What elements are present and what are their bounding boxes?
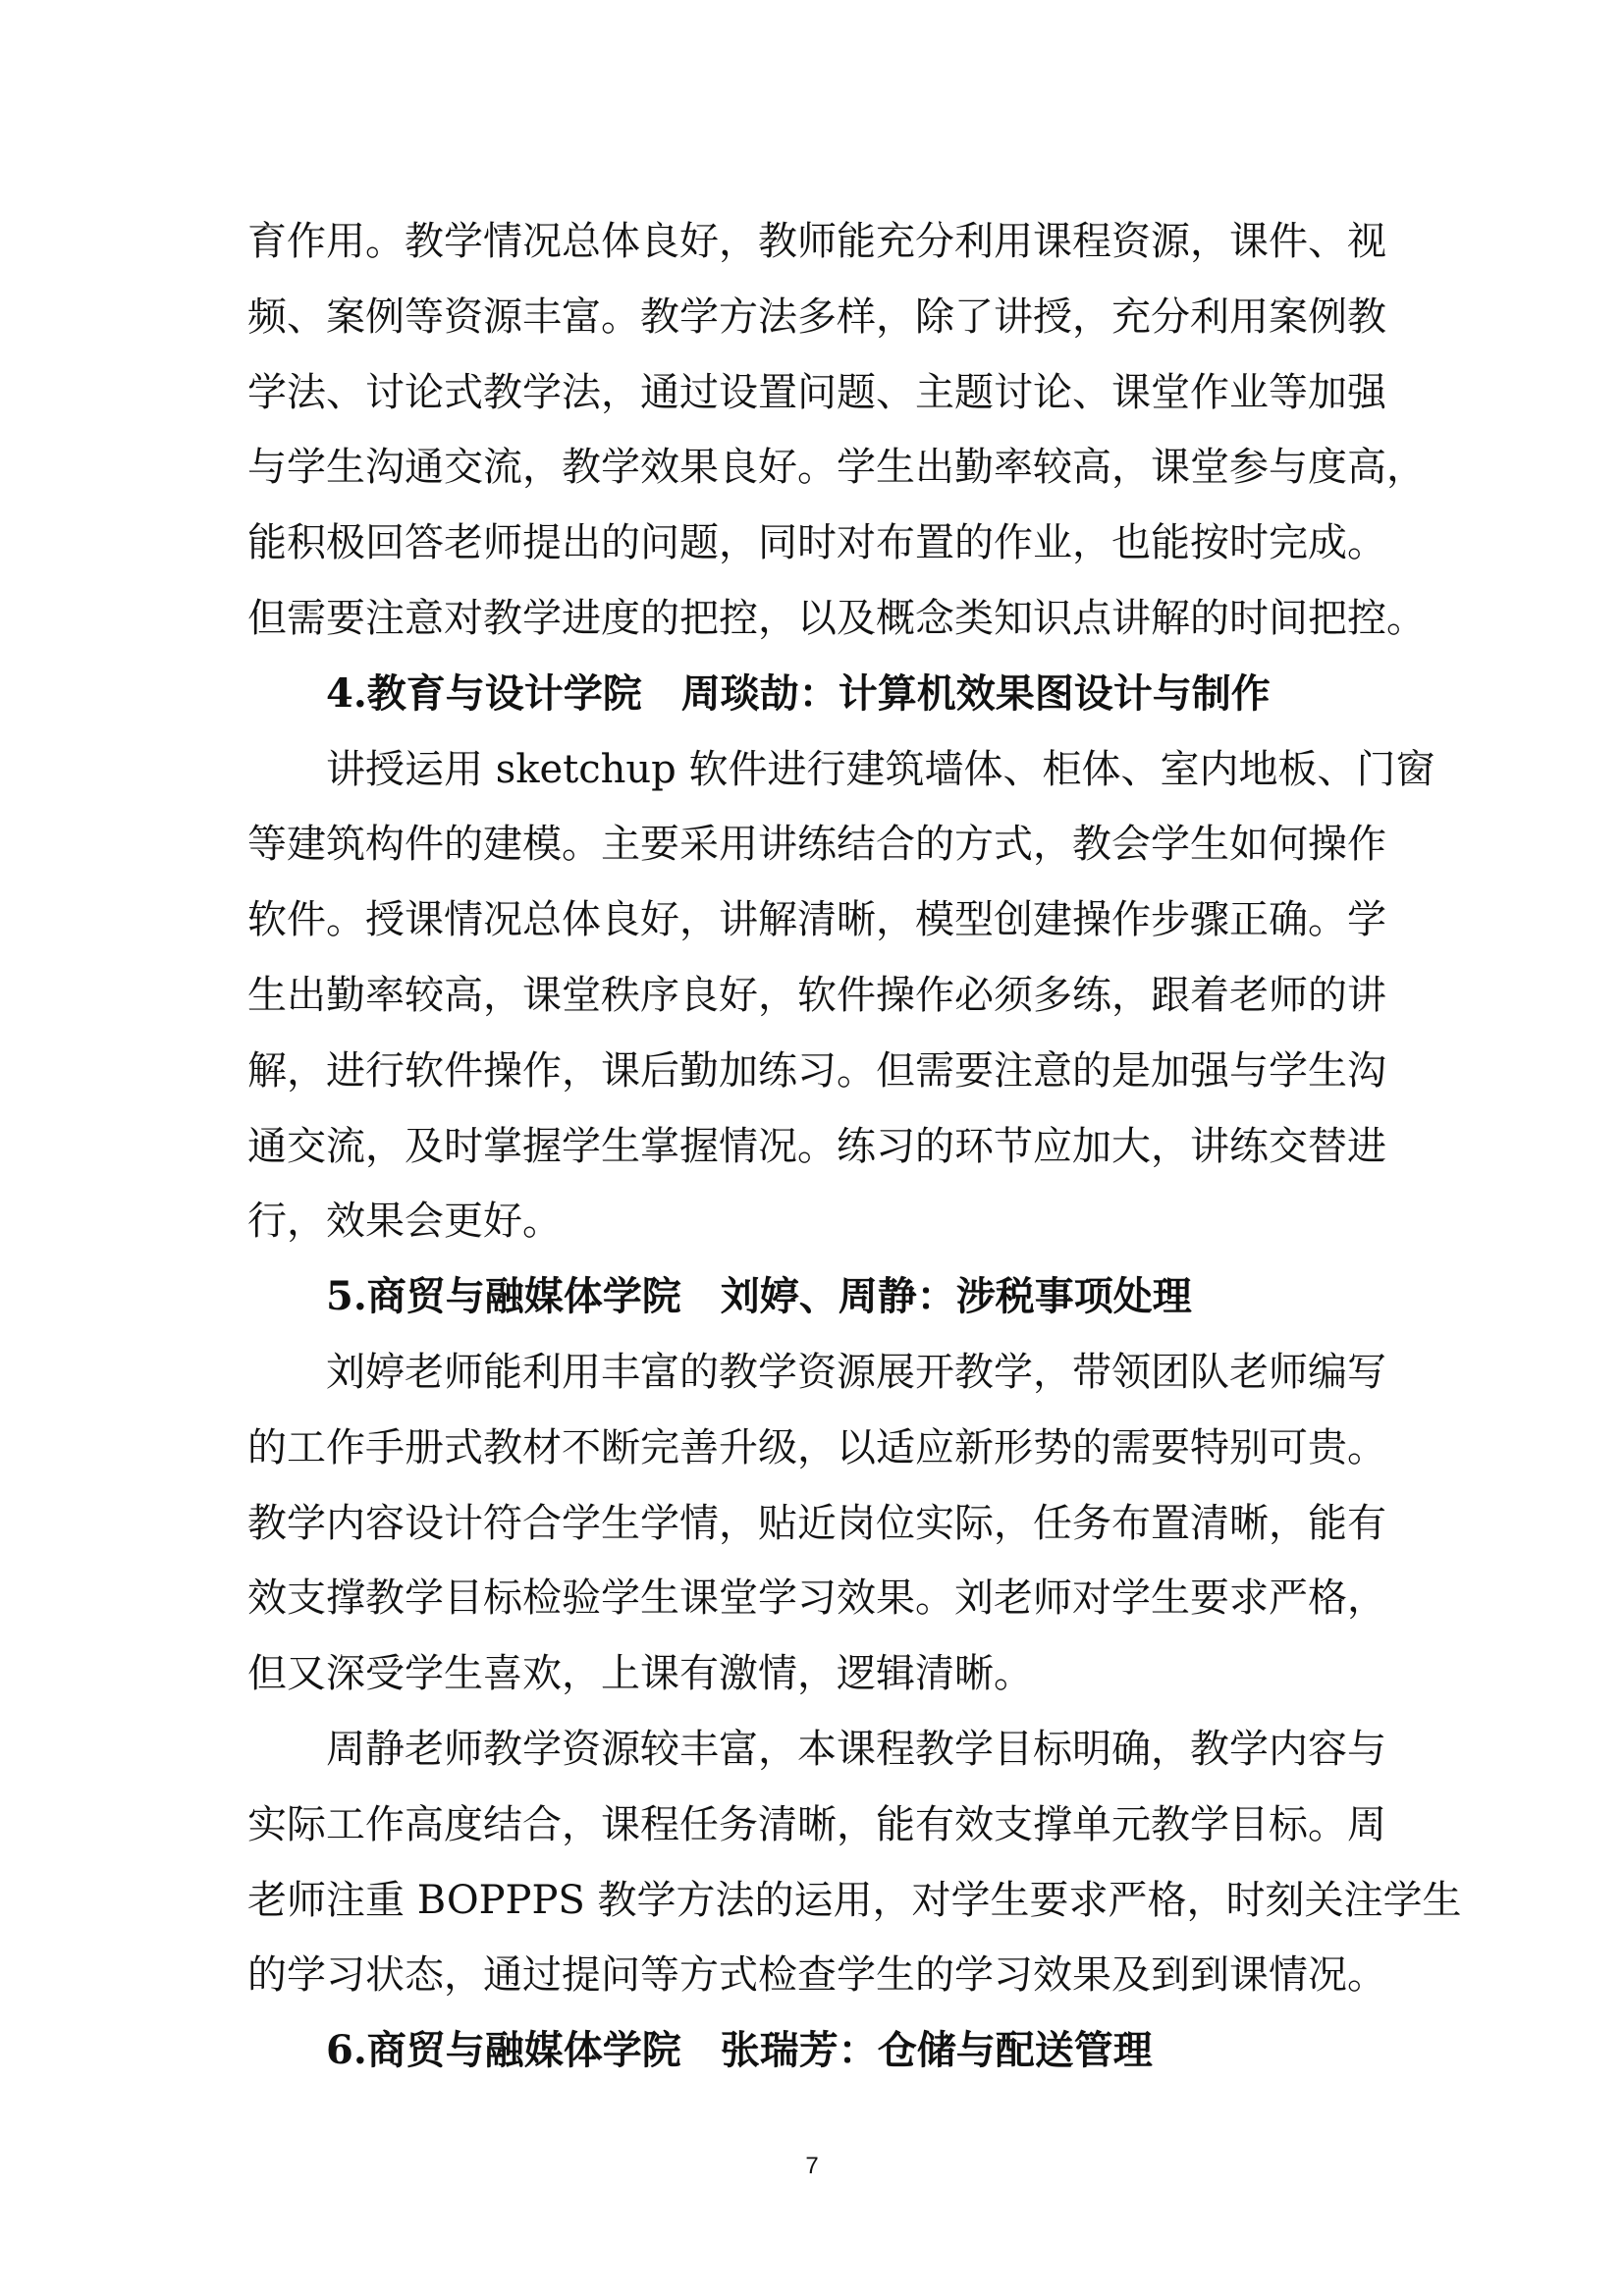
paragraph-line: 效支撑教学目标检验学生课堂学习效果。刘老师对学生要求严格， [247, 1575, 1386, 1622]
section-heading: 5.商贸与融媒体学院 刘婷、周静：涉税事项处理 [326, 1273, 1192, 1320]
paragraph-line: 教学内容设计符合学生学情，贴近岗位实际，任务布置清晰，能有 [247, 1500, 1386, 1546]
section-heading: 4.教育与设计学院 周琰劼：计算机效果图设计与制作 [326, 669, 1271, 717]
paragraph-line: 通交流，及时掌握学生掌握情况。练习的环节应加大，讲练交替进 [247, 1123, 1386, 1169]
paragraph-line: 的学习状态，通过提问等方式检查学生的学习效果及到到课情况。 [247, 1952, 1386, 1999]
paragraph-line: 老师注重 BOPPPS 教学方法的运用，对学生要求严格，时刻关注学生 [247, 1877, 1462, 1923]
paragraph-line: 讲授运用 sketchup 软件进行建筑墙体、柜体、室内地板、门窗 [326, 746, 1435, 792]
paragraph-line: 育作用。教学情况总体良好，教师能充分利用课程资源，课件、视 [247, 219, 1386, 264]
text-lines [247, 204, 1462, 2089]
paragraph-line: 但需要注意对教学进度的把控，以及概念类知识点讲解的时间把控。 [247, 595, 1426, 641]
paragraph-line: 能积极回答老师提出的问题，同时对布置的作业，也能按时完成。 [247, 520, 1386, 566]
paragraph-line: 的工作手册式教材不断完善升级，以适应新形势的需要特别可贵。 [247, 1424, 1386, 1470]
page-number: 7 [805, 2153, 819, 2179]
document-body [247, 204, 1462, 2089]
paragraph-line: 实际工作高度结合，课程任务清晰，能有效支撑单元教学目标。周 [247, 1801, 1386, 1847]
paragraph-line: 生出勤率较高，课堂秩序良好，软件操作必须多练，跟着老师的讲 [247, 972, 1386, 1018]
paragraph-line: 周静老师教学资源较丰富，本课程教学目标明确，教学内容与 [326, 1726, 1386, 1772]
paragraph-line: 与学生沟通交流，教学效果良好。学生出勤率较高，课堂参与度高， [247, 445, 1426, 491]
paragraph-line: 软件。授课情况总体良好，讲解清晰，模型创建操作步骤正确。学 [247, 897, 1386, 943]
section-heading: 6.商贸与融媒体学院 张瑞芳：仓储与配送管理 [326, 2027, 1153, 2074]
paragraph-line: 刘婷老师能利用丰富的教学资源展开教学，带领团队老师编写 [326, 1349, 1386, 1395]
paragraph-line: 学法、讨论式教学法，通过设置问题、主题讨论、课堂作业等加强 [247, 369, 1386, 415]
paragraph-line: 频、案例等资源丰富。教学方法多样，除了讲授，充分利用案例教 [247, 294, 1386, 340]
paragraph-line: 但又深受学生喜欢，上课有激情，逻辑清晰。 [247, 1651, 1033, 1697]
paragraph-line: 等建筑构件的建模。主要采用讲练结合的方式，教会学生如何操作 [247, 822, 1386, 868]
paragraph-line: 解，进行软件操作，课后勤加练习。但需要注意的是加强与学生沟 [247, 1047, 1386, 1094]
paragraph-line: 行，效果会更好。 [247, 1199, 562, 1245]
